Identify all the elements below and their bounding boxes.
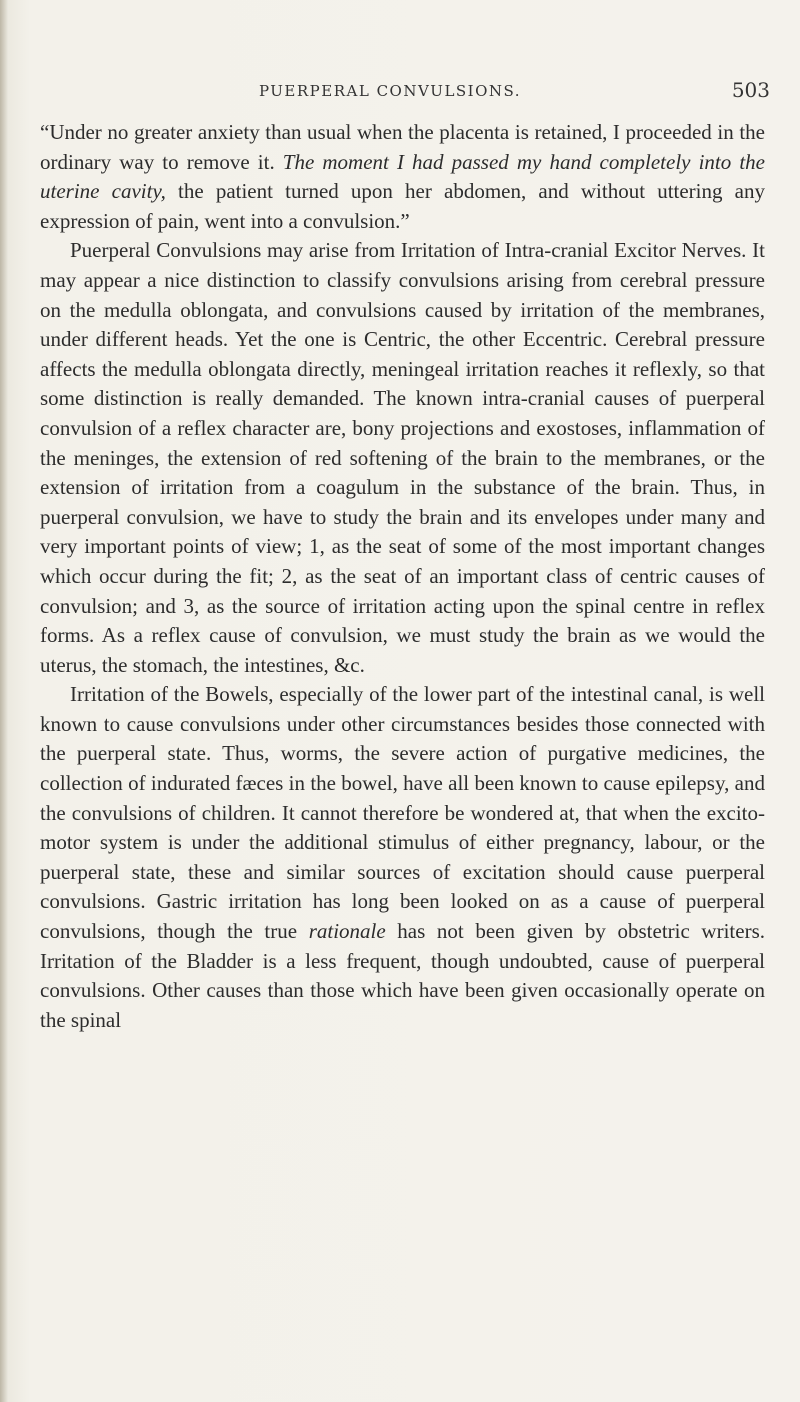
paragraph-intracranial [40,236,765,680]
text-run: Puerperal Convulsions may arise from Irritation of Intra-cranial Excitor Nerves. It may appear a nice distinction to classify convulsions arising from cerebral pressure on the medulla oblongata, and convulsions caused by irritation of the membranes, under different heads. Yet the one is Centric, the other Eccentric. Cerebral pressure affects the medulla oblongata directly, meningeal irritation reaches it reflexly, so that some distinction is really demanded. The known intra-cranial causes of puerperal convulsion of a reflex character are, bony projections and exostoses, inflammation of the meninges, the extension of red softening of the brain to the membranes, or the extension of irritation from a coagulum in the substance of the brain. Thus, in puerperal convulsion, we have to study the brain and its envelopes under many and very important points of view; 1, as the seat of some of the most important changes which occur during the fit; 2, as the seat of an important class of centric causes of convulsion; and 3, as the source of irritation acting upon the spinal centre in reflex forms. As a reflex cause of convulsion, we must study the brain as we would the uterus, the stomach, the intestines, &c. [40,238,765,677]
text-run: “Under no greater anxiety than usual when the placenta is retained, I proceeded in the ordinary way to remove it. [40,120,765,174]
page-gutter-shadow [0,0,8,1402]
paragraph-quote [40,118,765,236]
paragraph-bowels [40,680,765,1035]
text-run-italic: rationale [308,919,386,944]
text-run: has not been given by obstetric writers. Irritation of the Bladder is a less frequent, though undoubted, cause of puerperal convulsions. Other causes than those which have been given occasionally operate on the spinal [40,919,765,1032]
body-text [40,118,765,1035]
running-title: PUERPERAL CONVULSIONS. [258,82,522,100]
text-run: Irritation of the Bowels, especially of the lower part of the intestinal canal, is well known to cause convulsions under other circumstances besides those connected with the puerperal state. Thus, worms, the severe action of purgative medicines, the collection of indurated fæces in the bowel, have all been known to cause epilepsy, and the convulsions of children. It cannot therefore be wondered at, that when the excito-motor system is under the additional stimulus of either pregnancy, labour, or the puerperal state, these and similar sources of excitation should cause puerperal convulsions. Gastric irritation has long been looked on as a cause of puerperal convulsions, though the true [40,682,765,944]
page-number: 503 [731,78,770,102]
text-run-italic: The moment I had passed my hand completely into the uterine cavity, [40,149,765,204]
text-run: the patient turned upon her abdomen, and without uttering any expression of pain, went into a convulsion.” [40,179,765,233]
